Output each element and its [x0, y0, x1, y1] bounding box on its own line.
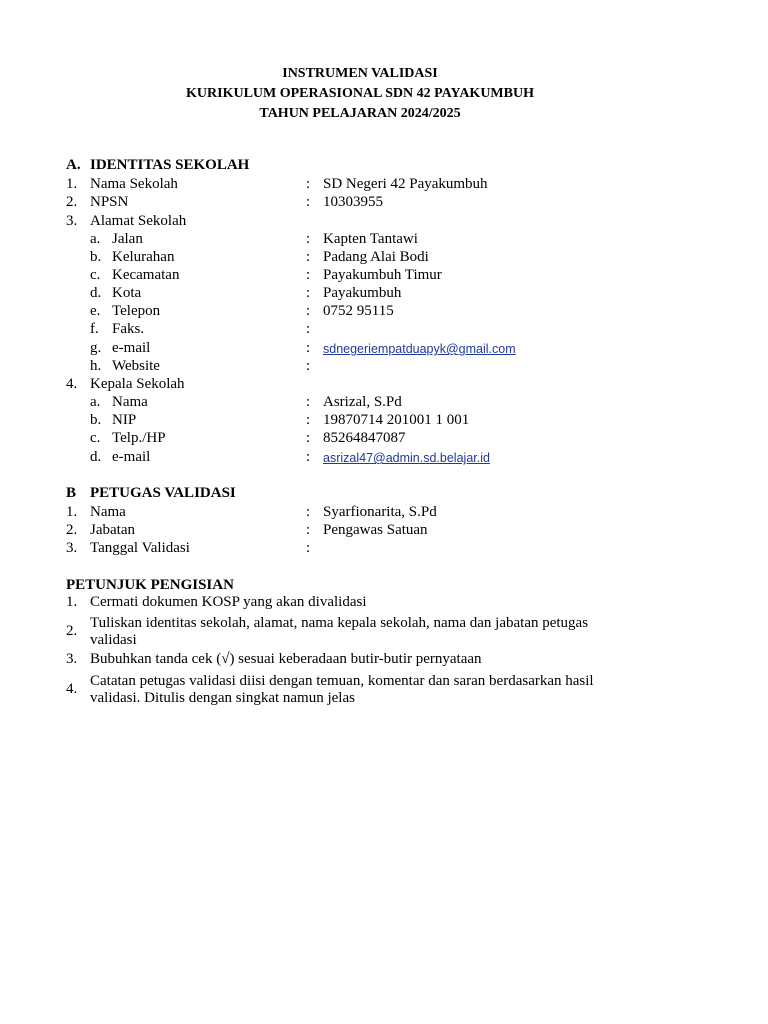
row-value: Pengawas Satuan: [323, 522, 428, 538]
row-number: 3.: [66, 213, 78, 229]
row-telepon: [66, 302, 726, 320]
instructions-heading: PETUNJUK PENGISIAN: [66, 577, 234, 593]
row-number: b.: [90, 412, 102, 428]
row-colon: :: [306, 285, 311, 301]
section-b-heading: [66, 484, 236, 502]
section-b-letter: B: [66, 485, 77, 501]
row-jalan: [66, 230, 726, 248]
row-colon: :: [306, 340, 311, 356]
row-petugas-nama: [66, 503, 726, 521]
row-value: SD Negeri 42 Payakumbuh: [323, 176, 488, 192]
row-value: 0752 95115: [323, 303, 394, 319]
row-value: 85264847087: [323, 430, 406, 446]
row-number: e.: [90, 303, 101, 319]
row-label: Telp./HP: [112, 430, 166, 446]
section-a-heading: [66, 156, 249, 174]
row-colon: :: [306, 358, 311, 374]
row-kelurahan: [66, 248, 726, 266]
row-number: c.: [90, 430, 101, 446]
row-kepala-email: [66, 448, 726, 466]
row-number: 1.: [66, 176, 78, 192]
row-school-email: [66, 339, 726, 357]
row-kepala-sekolah: [66, 375, 726, 393]
row-number: 2.: [66, 522, 78, 538]
instruction-number: 3.: [66, 651, 78, 667]
row-label: Kepala Sekolah: [90, 376, 185, 392]
row-kecamatan: [66, 266, 726, 284]
row-colon: :: [306, 522, 311, 538]
row-number: a.: [90, 394, 101, 410]
instruction-number: 2.: [66, 623, 78, 639]
row-value: Payakumbuh Timur: [323, 267, 442, 283]
row-faks: [66, 320, 726, 338]
instruction-text: Bubuhkan tanda cek (√) sesuai keberadaan butir-butir pernyataan: [90, 651, 482, 667]
document-title: [0, 64, 720, 124]
row-alamat-sekolah: [66, 212, 726, 230]
headmaster-email-link[interactable]: asrizal47@admin.sd.belajar.id: [323, 451, 490, 465]
row-nip: [66, 411, 726, 429]
row-value: Asrizal, S.Pd: [323, 394, 402, 410]
row-colon: :: [306, 540, 311, 556]
row-npsn: [66, 193, 726, 211]
row-telp-hp: [66, 429, 726, 447]
row-colon: :: [306, 267, 311, 283]
row-colon: :: [306, 449, 311, 465]
row-value: 19870714 201001 1 001: [323, 412, 470, 428]
row-colon: :: [306, 430, 311, 446]
row-kepala-nama: [66, 393, 726, 411]
instruction-number: 1.: [66, 594, 78, 610]
row-number: 2.: [66, 194, 78, 210]
row-tanggal-validasi: [66, 539, 726, 557]
instruction-text: Cermati dokumen KOSP yang akan divalidasi: [90, 594, 367, 610]
row-colon: :: [306, 176, 311, 192]
row-colon: :: [306, 303, 311, 319]
row-colon: :: [306, 321, 311, 337]
row-label: Nama Sekolah: [90, 176, 178, 192]
row-kota: [66, 284, 726, 302]
row-label: Jalan: [112, 231, 143, 247]
row-number: c.: [90, 267, 101, 283]
row-number: 4.: [66, 376, 78, 392]
row-value: Padang Alai Bodi: [323, 249, 429, 265]
row-colon: :: [306, 394, 311, 410]
row-colon: :: [306, 194, 311, 210]
title-line-1: INSTRUMEN VALIDASI: [282, 66, 438, 81]
row-label: Kecamatan: [112, 267, 180, 283]
row-number: d.: [90, 449, 102, 465]
row-number: b.: [90, 249, 102, 265]
row-number: d.: [90, 285, 102, 301]
row-website: [66, 357, 726, 375]
row-label: Nama: [90, 504, 126, 520]
instruction-text: Catatan petugas validasi diisi dengan temuan, komentar dan saran berdasarkan hasil validasi. Ditulis dengan singkat namun jelas: [90, 673, 594, 706]
row-number: 1.: [66, 504, 78, 520]
row-label: Alamat Sekolah: [90, 213, 187, 229]
school-email-link[interactable]: sdnegeriempatduapyk@gmail.com: [323, 342, 516, 356]
row-number: 3.: [66, 540, 78, 556]
row-label: Kota: [112, 285, 142, 301]
section-b-title: PETUGAS VALIDASI: [90, 485, 236, 501]
section-a-letter: A.: [66, 157, 81, 173]
row-label: Jabatan: [90, 522, 135, 538]
row-label: NIP: [112, 412, 137, 428]
instruction-text: Tuliskan identitas sekolah, alamat, nama kepala sekolah, nama dan jabatan petugas validasi: [90, 615, 589, 648]
row-label: Tanggal Validasi: [90, 540, 190, 556]
row-label: NPSN: [90, 194, 129, 210]
row-nama-sekolah: [66, 175, 726, 193]
row-colon: :: [306, 249, 311, 265]
row-value: 10303955: [323, 194, 383, 210]
section-a-title: IDENTITAS SEKOLAH: [90, 157, 250, 173]
title-line-3: TAHUN PELAJARAN 2024/2025: [259, 106, 461, 121]
row-label: e-mail: [112, 340, 151, 356]
row-jabatan: [66, 521, 726, 539]
row-label: Nama: [112, 394, 148, 410]
row-colon: :: [306, 504, 311, 520]
row-value: Syarfionarita, S.Pd: [323, 504, 437, 520]
row-label: e-mail: [112, 449, 151, 465]
row-number: a.: [90, 231, 101, 247]
row-value: Kapten Tantawi: [323, 231, 418, 247]
row-number: g.: [90, 340, 102, 356]
row-number: f.: [90, 321, 99, 337]
row-colon: :: [306, 412, 311, 428]
title-line-2: KURIKULUM OPERASIONAL SDN 42 PAYAKUMBUH: [186, 86, 534, 101]
row-value: Payakumbuh: [323, 285, 402, 301]
row-label: Website: [112, 358, 160, 374]
row-label: Faks.: [112, 321, 145, 337]
row-colon: :: [306, 231, 311, 247]
row-label: Telepon: [112, 303, 161, 319]
row-label: Kelurahan: [112, 249, 175, 265]
row-number: h.: [90, 358, 102, 374]
instruction-number: 4.: [66, 681, 78, 697]
